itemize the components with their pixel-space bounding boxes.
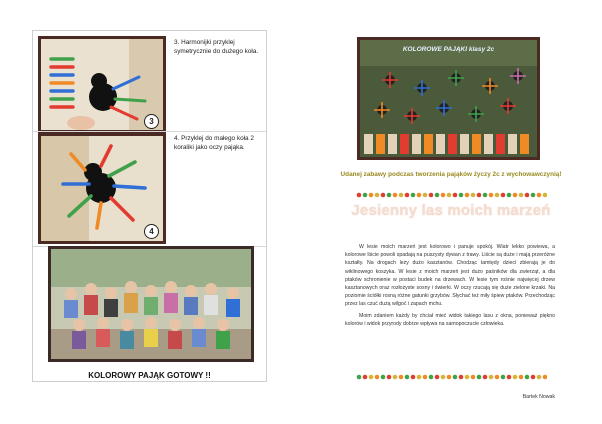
step-3-text: 3. Harmonijki przyklej symetrycznie do dużego koła.: [174, 39, 259, 55]
class-board-photo: [357, 37, 540, 160]
spider-craft-image: [41, 136, 163, 241]
board-title: KOLOROWE PAJĄKI klasy 2c: [402, 46, 495, 53]
greeting-text: Udanej zabawy podczas tworzenia pająków życzy 2c z wychowawczynią!: [340, 171, 562, 178]
step-4-text: 4. Przyklej do małego koła 2 koraliki jako oczy pająka.: [174, 135, 254, 151]
leaf-garland-bottom: [355, 374, 547, 380]
right-page: [335, 32, 567, 400]
leaf-garland-top: [355, 192, 547, 198]
essay-author: Bartek Nowak: [522, 394, 555, 400]
step-4-badge: 4: [144, 224, 159, 239]
class-group-photo: [48, 246, 254, 362]
step-4-photo: [38, 133, 166, 244]
step-3-badge: 3: [144, 114, 159, 129]
step-3-section: [33, 31, 266, 132]
step-3-photo: [38, 36, 166, 133]
essay-heading: Jesienny las moich marzeń: [351, 202, 551, 219]
group-photo-image: [51, 249, 251, 359]
left-page: [32, 30, 267, 382]
final-caption: KOLOROWY PAJĄK GOTOWY !!: [88, 371, 211, 380]
essay-paragraph: Moim zdaniem każdy by chciał mieć widok takiego lasu z okna, ponieważ piękno kolorów i widok przyrody dobrze wpływa na samopoczucie człowieka.: [345, 312, 555, 327]
spider-board-image: [360, 40, 537, 157]
step-4-section: [33, 131, 266, 247]
essay-body: [345, 243, 555, 331]
essay-paragraph: W lesie moich marzeń jest kolorowo i panuje spokój. Wiatr lekko powiewa, a kolorowe liście powoli spadają na puszysty dywan z trawy. Liście są duże i mają przeróżne kształty. Na drogach leży dużo kasztanów. Chodząc tamtędy dzieci zbierają je do wiklinowego koszyka. W lesie z moich marzeń jest dużo paśników dla zwierząt, a dla ptaków schronienie w postaci budek na drzewach. W lesie tym rośnie najwięcej drzew kasztanowych oraz rozłożyste sosny i świerki. W oczy rzucają się duże zielone krzaki. Na poziomie ściółki rosną różne gatunki grzybów. Słychać też miły śpiew ptaków. Przechodząc przez las czuć dużą wilgoć i zapach mchu.: [345, 244, 555, 308]
